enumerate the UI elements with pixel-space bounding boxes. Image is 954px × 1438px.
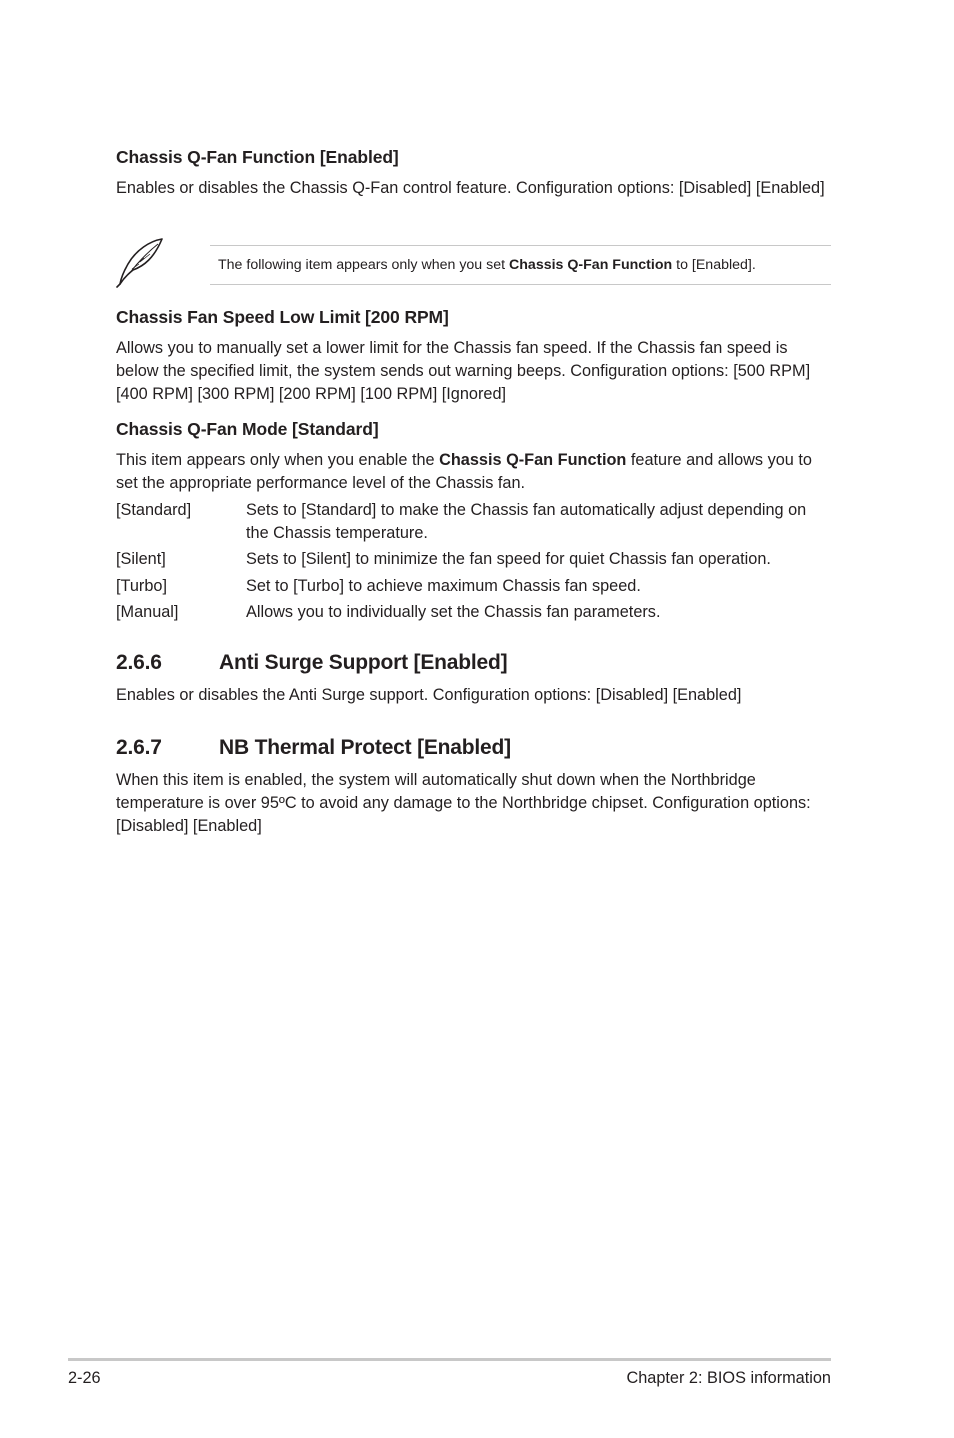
footer-divider xyxy=(68,1358,831,1361)
option-desc: Allows you to individually set the Chassis fan parameters. xyxy=(246,603,661,621)
chassis-qfan-function-heading: Chassis Q-Fan Function [Enabled] xyxy=(116,147,399,167)
section-title: Anti Surge Support [Enabled] xyxy=(219,651,508,674)
option-desc: Sets to [Silent] to minimize the fan speed for quiet Chassis fan operation. xyxy=(246,550,771,568)
page-number: 2-26 xyxy=(68,1369,101,1387)
chassis-fan-speed-low-limit-heading: Chassis Fan Speed Low Limit [200 RPM] xyxy=(116,307,449,327)
section-number: 2.6.6 xyxy=(116,651,162,674)
option-key: [Silent] xyxy=(116,550,166,568)
note-box xyxy=(210,245,831,285)
section-267-heading xyxy=(116,736,511,760)
section-266-heading xyxy=(116,651,507,675)
section-266-body: Enables or disables the Anti Surge support. Configuration options: [Disabled] [Enabled] xyxy=(116,686,742,704)
chassis-qfan-function-body: Enables or disables the Chassis Q-Fan control feature. Configuration options: [Disabled] [Enabled] xyxy=(116,179,825,197)
chassis-fan-speed-low-limit-body: Allows you to manually set a lower limit for the Chassis fan speed. If the Chassis fan speed is below the specified limit, the system sends out warning beeps. Configuration options: [500 RPM] [400 RPM] [300 RPM] [200 RPM] [100 RPM] [Ignored] xyxy=(116,339,811,403)
option-key: [Standard] xyxy=(116,501,192,519)
option-key: [Turbo] xyxy=(116,577,167,595)
section-267-body: When this item is enabled, the system will automatically shut down when the Northbridge temperature is over 95ºC to avoid any damage to the Northbridge chipset. Configuration options: [Disabled] [Enabled] xyxy=(116,771,811,835)
chassis-qfan-mode-heading: Chassis Q-Fan Mode [Standard] xyxy=(116,419,379,439)
feather-pen-icon xyxy=(114,236,166,288)
section-number: 2.6.7 xyxy=(116,736,162,759)
option-key: [Manual] xyxy=(116,603,179,621)
section-title: NB Thermal Protect [Enabled] xyxy=(219,736,511,759)
note-text: The following item appears only when you set Chassis Q-Fan Function to [Enabled]. xyxy=(218,257,756,273)
chapter-title: Chapter 2: BIOS information xyxy=(626,1369,831,1387)
option-desc: Set to [Turbo] to achieve maximum Chassis fan speed. xyxy=(246,577,641,595)
chassis-qfan-mode-body: This item appears only when you enable the Chassis Q-Fan Function feature and allows you to set the appropriate performance level of the Chassis fan. xyxy=(116,451,812,492)
option-desc: Sets to [Standard] to make the Chassis fan automatically adjust depending on the Chassis temperature. xyxy=(246,501,807,542)
